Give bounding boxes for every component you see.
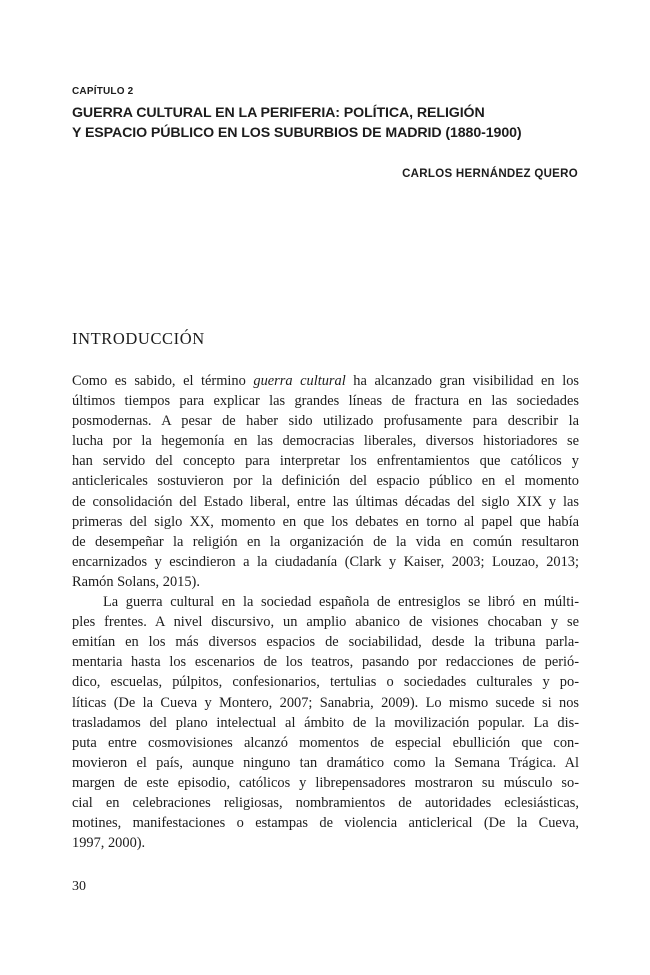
text-line: puta entre cosmovisiones alcanzó momentos de especial ebullición que con-: [72, 734, 579, 751]
page-number: 30: [72, 879, 86, 894]
chapter-title-line: GUERRA CULTURAL EN LA PERIFERIA: POLÍTICA, RELIGIÓN: [72, 105, 485, 121]
text-line: lucha por la hegemonía en las democracias liberales, diversos historiadores se: [72, 433, 579, 450]
text-line: Ramón Solans, 2015).: [72, 573, 200, 590]
section-heading: INTRODUCCIÓN: [72, 329, 205, 348]
author-name: CARLOS HERNÁNDEZ QUERO: [402, 168, 578, 180]
text-line: últimos tiempos para explicar las grandes líneas de fractura en las sociedades: [72, 393, 579, 410]
italic-term: guerra cultural: [253, 373, 346, 389]
text-line: La guerra cultural en la sociedad española de entresiglos se libró en múlti-: [103, 594, 579, 611]
text-line: ples frentes. A nivel discursivo, un amplio abanico de visiones chocaban y se: [72, 614, 579, 631]
chapter-title: [72, 103, 592, 143]
text-line: motines, manifestaciones o estampas de violencia anticlerical (De la Cueva,: [72, 815, 579, 832]
text-line: mentaria hasta los escenarios de los teatros, pasando por redacciones de perió-: [72, 654, 579, 671]
text-line: primeras del siglo XX, momento en que los debates en torno al papel que había: [72, 513, 579, 530]
text-line: 1997, 2000).: [72, 835, 146, 852]
text-line: encarnizados y escindieron a la ciudadanía (Clark y Kaiser, 2003; Louzao, 2013;: [72, 553, 579, 570]
text-line: de desempeñar la religión en la organización de la vida en común resultaron: [72, 533, 579, 550]
text-line: dico, escuelas, púlpitos, confesionarios, tertulias o sociedades culturales y po-: [72, 674, 579, 691]
body-text: [72, 371, 579, 853]
text-line: movieron el país, aunque ninguno tan dramático como la Semana Trágica. Al: [72, 754, 579, 771]
chapter-label: CAPÍTULO 2: [72, 86, 134, 97]
text-line: de consolidación del Estado liberal, entre las últimas décadas del siglo XIX y las: [72, 493, 579, 510]
paragraph-1: [72, 371, 579, 592]
text-line: cial en celebraciones religiosas, nombramientos de autoridades eclesiásticas,: [72, 794, 579, 811]
text-line: líticas (De la Cueva y Montero, 2007; Sanabria, 2009). Lo mismo sucede si nos: [72, 694, 579, 711]
text-line: posmodernas. A pesar de haber sido utilizado profusamente para describir la: [72, 413, 579, 430]
text-line: han servido del concepto para interpretar los enfrentamientos que católicos y: [72, 453, 579, 470]
chapter-title-line: Y ESPACIO PÚBLICO EN LOS SUBURBIOS DE MADRID (1880-1900): [72, 125, 522, 141]
text-line: margen de este episodio, católicos y librepensadores mostraron su músculo so-: [72, 774, 579, 791]
text-line: emitían en los más diversos espacios de sociabilidad, desde la tribuna parla-: [72, 634, 579, 651]
paragraph-2: [72, 592, 579, 853]
text-line: anticlericales sostuvieron por la definición del espacio público en el momento: [72, 473, 579, 490]
text-line: trasladamos del plano intelectual al ámbito de la movilización popular. La dis-: [72, 714, 579, 731]
text-line: Como es sabido, el término guerra cultural ha alcanzado gran visibilidad en los: [72, 373, 579, 389]
